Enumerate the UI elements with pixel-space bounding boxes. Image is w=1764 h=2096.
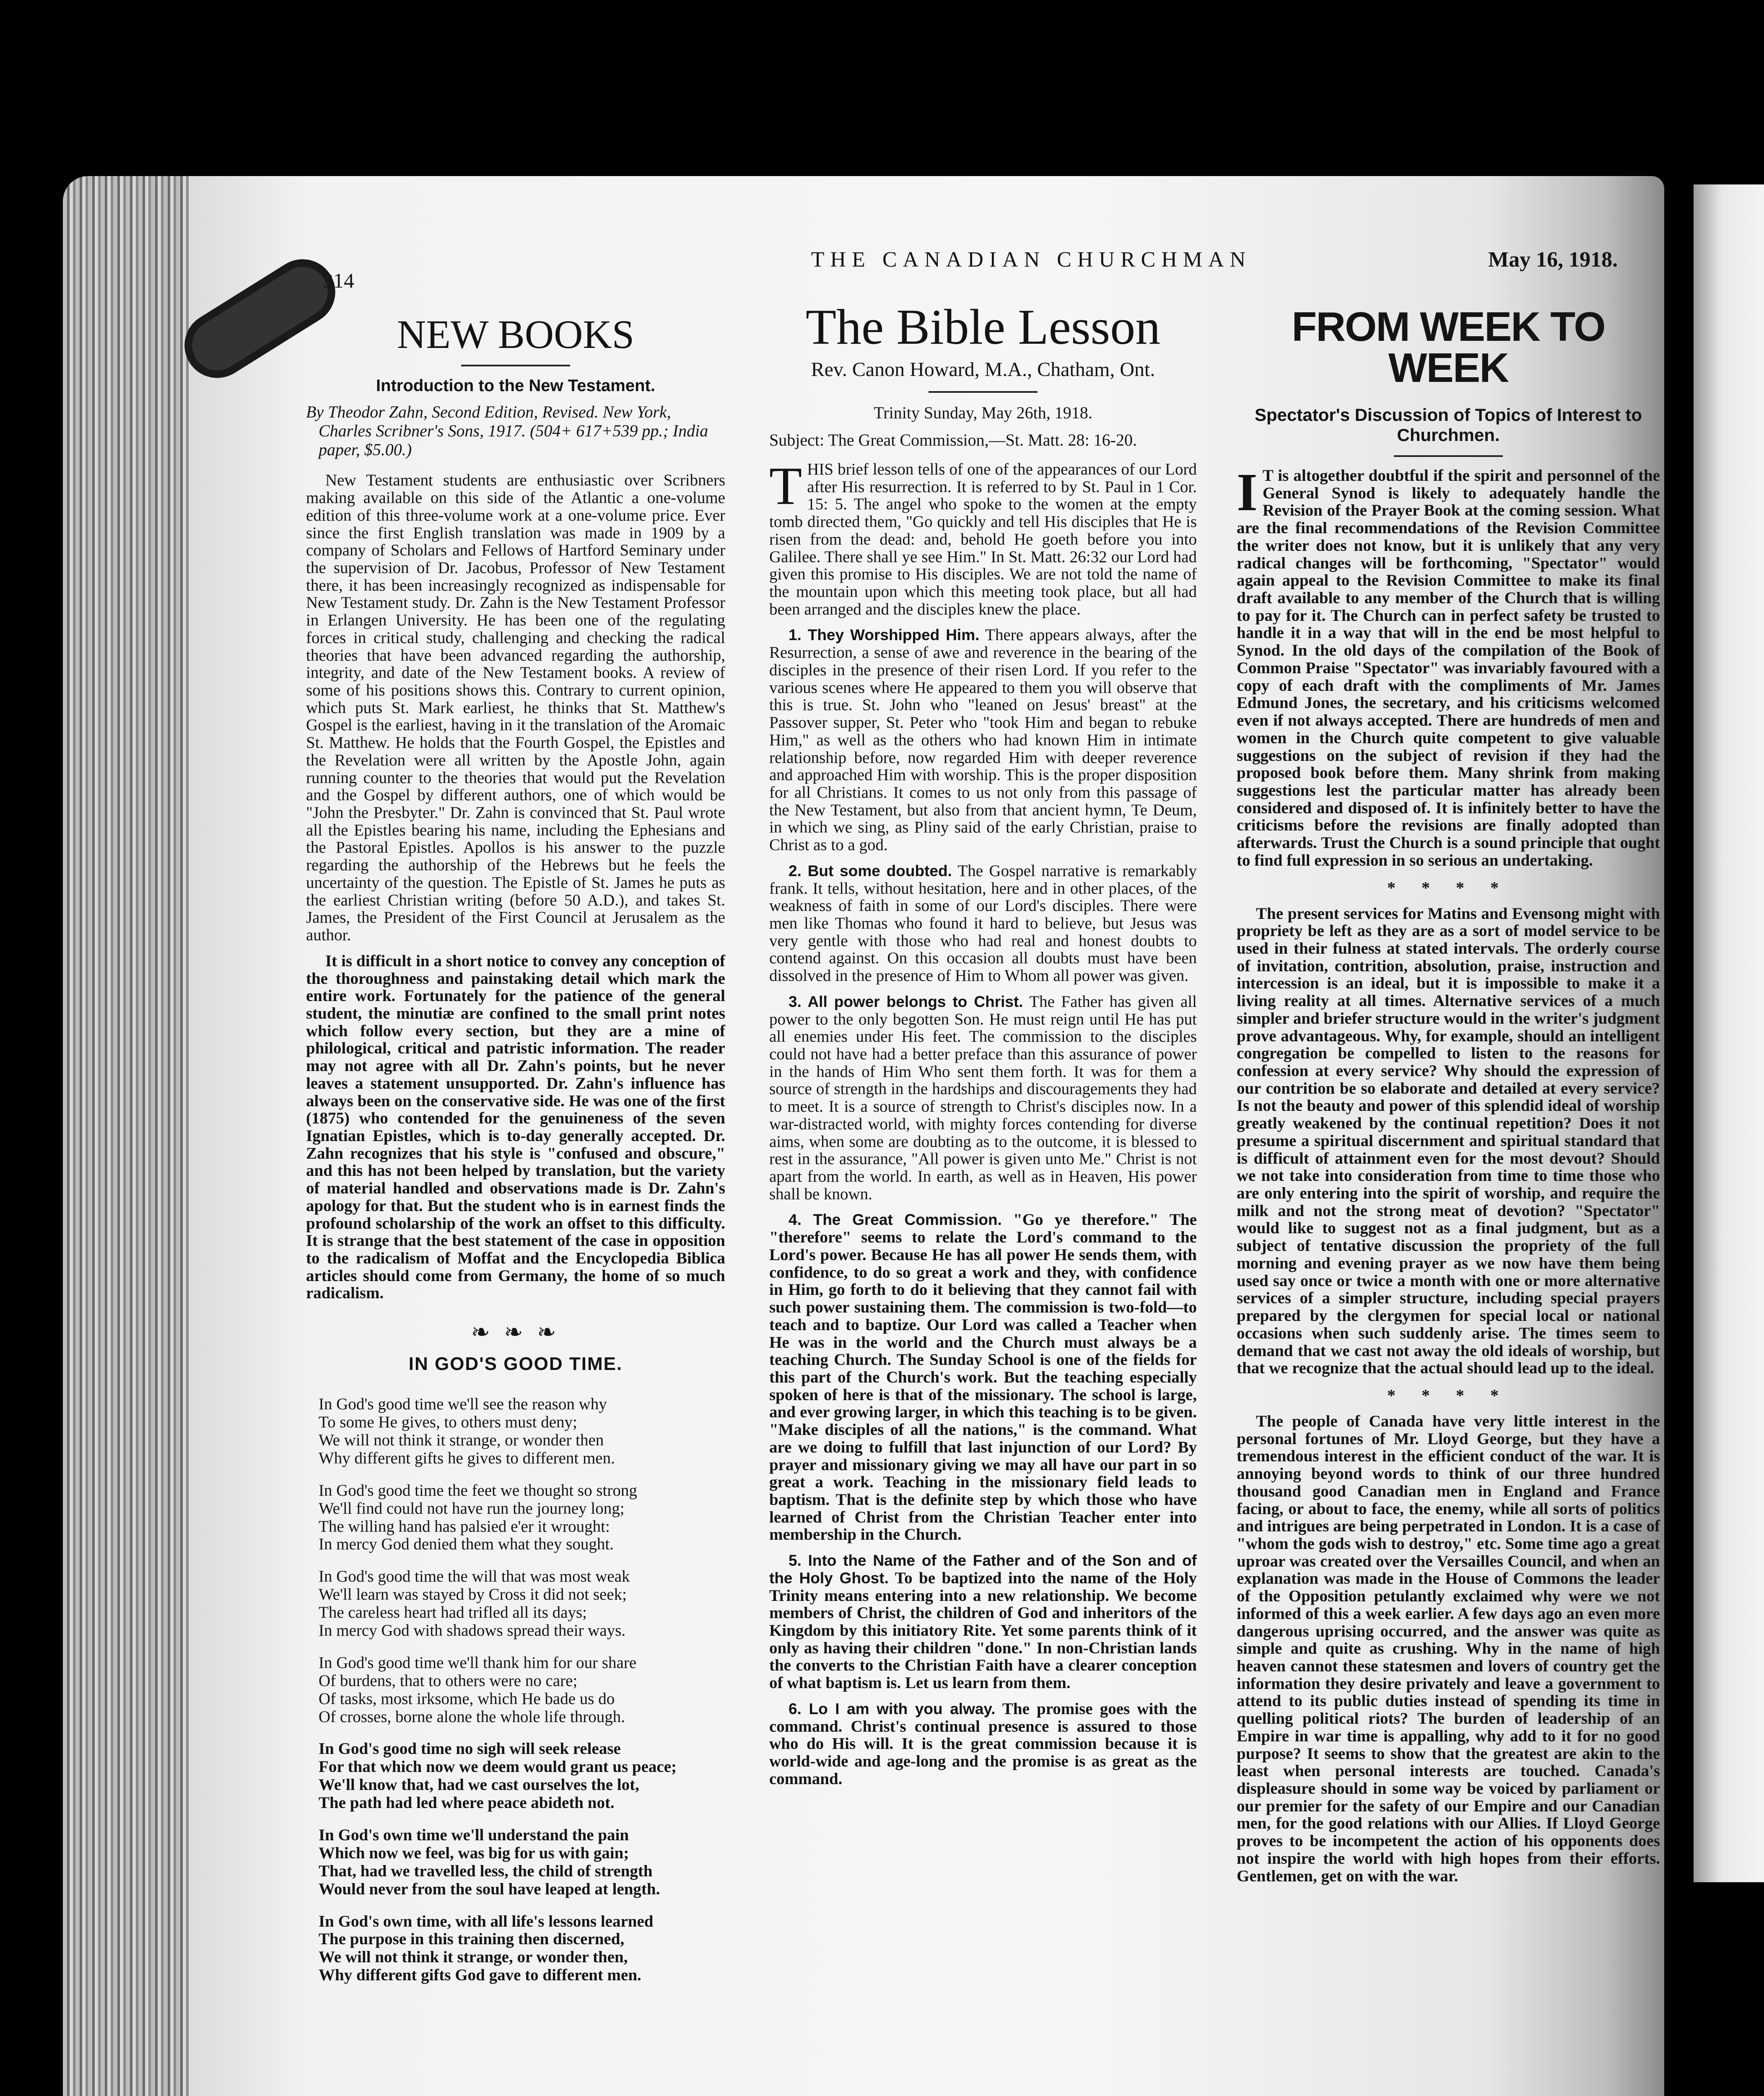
lesson-section-text: The promise goes with the command. Christ's continual presence is assured to those who do His will. It is the great commission because it is world-wide and age-long and the promise is as great as the command.: [769, 1699, 1197, 1788]
review-paragraph: It is difficult in a short notice to convey any conception of the thoroughness and painstaking detail which mark the entire work. Fortunately for the patience of the general student, the minutiæ are confined to the small print notes which follow every section, but they are a mine of philological, critical and patristic information. The reader may not agree with all Dr. Zahn's points, but he never leaves a statement unsupported. Dr. Zahn's influence has always been on the conservative side. He was one of the first (1875) who contended for the genuineness of the seven Ignatian Epistles, which is to-day generally accepted. Dr. Zahn recognizes that his style is "confused and obscure," and this has not been helped by translation, but the variety of material handled and observations made is Dr. Zahn's apology for that. But the student who is in earnest finds the profound scholarship of the work an offset to this difficulty. It is strange that the best statement of the case in opposition to the radicalism of Moffat and the Encyclopedia Biblica articles should come from Germany, the home of so much radicalism.: [306, 952, 725, 1302]
poem-stanza: [319, 1396, 725, 1468]
poem-stanza: [319, 1913, 725, 1985]
lesson-intro: THIS brief lesson tells of one of the appearances of our Lord after His resurrection. It is referred to by St. Paul in 1 Cor. 15: 5. The angel who spoke to the women at the empty tomb directed them, "Go quickly and tell His disciples that He is risen from the dead: and, behold He goeth before you into Galilee. There shall ye see Him." In St. Matt. 26:32 our Lord had given this promise to His disciples. We are not told the name of the mountain upon which this meeting took place, but all had been arranged and the disciples knew the place.: [769, 456, 1197, 618]
week-to-week-column: [1237, 302, 1660, 1893]
divider: [929, 391, 1038, 393]
lesson-section: [769, 626, 1197, 853]
lesson-section-heading: 3. All power belongs to Christ.: [789, 993, 1023, 1010]
review-title: Introduction to the New Testament.: [376, 376, 655, 395]
week-to-week-title: FROM WEEK TO WEEK: [1292, 304, 1605, 391]
poem-line: In God's good time we'll thank him for our share: [319, 1653, 637, 1672]
divider: [461, 365, 570, 366]
poem-line: We'll learn was stayed by Cross it did not seek;: [319, 1585, 627, 1604]
poem-line: In God's good time the feet we thought so strong: [319, 1481, 637, 1499]
section-stars: * * * *: [1387, 878, 1510, 897]
drop-cap: T: [769, 456, 802, 516]
lesson-section-text: The Father has given all power to the only begotten Son. He must reign until He has put all enemies under His feet. The commission to the disciples could not have had a better preface than this assurance of power in the hands of Him Who sent them forth. It was for them a source of strength in the hardships and discouragements they had to meet. It is a source of strength to Christ's disciples now. In a war-distracted world, with mighty forces contending for diverse aims, when some are doubting as to the outcome, it is blessed to rest in the assurance, "All power is given unto Me." Christ is not apart from the world. In earth, as well as in Heaven, His power shall be known.: [769, 992, 1197, 1203]
poem-line: In God's good time we'll see the reason why: [319, 1395, 607, 1414]
review-paragraph: New Testament students are enthusiastic over Scribners making available on this side of the Atlantic a one-volume edition of this three-volume work at a one-volume price. Ever since the first English translation was made in 1909 by a company of Scholars and Fellows of Hartford Seminary under the supervision of Dr. Jacobus, Professor of New Testament there, it has been increasingly recognized as indispensable for New Testament study. Dr. Zahn is the New Testament Professor in Erlangen University. He has been one of the regulating forces in critical study, challenging and checking the radical theories that have been advanced regarding the authorship, integrity, and date of the New Testament books. A review of some of his positions shows this. Contrary to current opinion, which puts St. Mark earliest, he thinks that St. Matthew's Gospel is the earliest, having in it the translation of the Aromaic St. Matthew. He holds that the Fourth Gospel, the Epistles and the Revelation were all written by the Apostle John, again running counter to the theories that would put the Revelation and the Gospel by different authors, one of which would be "John the Presbyter." Dr. Zahn is convinced that St. Paul wrote all the Epistles bearing his name, including the Ephesians and the Pastoral Epistles. Apollos is his answer to the puzzle regarding the authorship of the Hebrews but he feels the uncertainty of the question. The Epistle of St. James he puts as the earliest Christian writing (before 50 A.D.), and takes St. James, the President of the First Council at Jerusalem as the author.: [306, 471, 725, 944]
lesson-section-heading: 5. Into the Name of the Father and of the Son and of the Holy Ghost.: [769, 1552, 1197, 1587]
poem-line: The purpose in this training then discerned,: [319, 1930, 625, 1948]
lesson-subject: Subject: The Great Commission,—St. Matt. 28: 16-20.: [769, 431, 1137, 449]
week-paragraph: The present services for Matins and Evensong might with propriety be left as they are as a sort of model service to be used in their fulness at stated intervals. The orderly course of invitation, contrition, absolution, praise, instruction and intercession is an ideal, but it is impossible to make it a living reality at all times. Alternative services of a much simpler and briefer structure would in the writer's judgment prove advantageous. Why, for example, should an intelligent congregation be compelled to listen to the reasons for confession at every service? Why should the expression of our contrition be so elaborate and detailed at every service? Is not the beauty and power of this splendid ideal of worship greatly weakened by the continual repetition? Does it not presume a spiritual discernment and spiritual standard that is difficult of attainment even for the most devout? Should we not take into consideration from time to time those who are only entering into the spirit of worship, and require the milk and not the strong meat of devotion? "Spectator" would like to suggest not as a final judgment, but as a subject of tentative discussion the propriety of the full morning and evening prayer as we now have them being used say once or twice a month with one or more alternative services of a simpler structure, including special prayers prepared by the clergymen for special local or national occasions when such suddenly arise. The times seem to demand that we cast not away the old ideals of worship, but that we recognize that the actual should lead up to the ideal.: [1237, 904, 1660, 1377]
new-books-column: [306, 302, 725, 1999]
lesson-section-text: "Go ye therefore." The "therefore" seems to relate the Lord's command to the Lord's power. Because He has all power He sends them, with confidence, to do so great a work and they, with confidence in Him, go forth to do it believing that they cannot fail with such power sustaining them. The commission is two-fold—to teach and to baptize. Our Lord was called a Teacher when He was in the world and the Church must always be a teaching Church. The Sunday School is one of the fields for this part of the Church's work. But the teaching especially spoken of here is that of the missionary. The school is large, and ever growing larger, in which this teaching is to be given. "Make disciples of all the nations," is the command. What are we doing to fulfill that last injunction of our Lord? By prayer and missionary giving we may all have our part in so great a work. Teaching in the missionary field leads to baptism. That is the definite step by which those who have learned of Christ from the Christian Teacher enter into membership in the Church.: [769, 1211, 1197, 1544]
bible-lesson-title: The Bible Lesson: [805, 299, 1161, 355]
poem-line: In God's own time, with all life's lessons learned: [319, 1912, 654, 1930]
poem-line: In mercy God denied them what they sought.: [319, 1535, 614, 1554]
facing-page-edge: [1694, 184, 1764, 1882]
poem-line: The willing hand has palsied e'er it wrought:: [319, 1517, 610, 1536]
lesson-section-heading: 2. But some doubted.: [789, 862, 952, 879]
lesson-author: Rev. Canon Howard, M.A., Chatham, Ont.: [811, 358, 1155, 381]
divider: [1394, 455, 1503, 457]
drop-cap: I: [1237, 462, 1258, 522]
running-head: THE CANADIAN CHURCHMAN: [811, 248, 1252, 272]
poem-stanza: [319, 1568, 725, 1640]
poem-stanza: [319, 1826, 725, 1899]
poem-stanza: [319, 1740, 725, 1812]
poem-line: We'll find could not have run the journey long;: [319, 1499, 625, 1518]
bible-lesson-column: [769, 299, 1197, 1796]
poem-line: In God's own time we'll understand the pain: [319, 1826, 629, 1844]
lesson-section: [769, 862, 1197, 985]
poem-stanza: [319, 1654, 725, 1726]
poem-line: That, had we travelled less, the child of strength: [319, 1862, 653, 1880]
page-number: 314: [323, 269, 354, 292]
poem-line: We will not think it strange, or wonder then: [319, 1431, 604, 1449]
lesson-date: Trinity Sunday, May 26th, 1918.: [874, 403, 1092, 422]
poem-line: In mercy God with shadows spread their ways.: [319, 1621, 626, 1639]
poem-line: Why different gifts he gives to different men.: [319, 1449, 615, 1467]
ornament: ❧ ❧ ❧: [471, 1320, 560, 1345]
lesson-section: [769, 1700, 1197, 1788]
section-stars: * * * *: [1387, 1385, 1510, 1405]
lesson-section-text: The Gospel narrative is remarkably frank. It tells, without hesitation, here and in other places, of the weakness of faith in some of our Lord's disciples. There were men like Thomas who found it hard to believe, but Jesus was very gentle with those who had real and honest doubts to contend against. On this occasion all doubts must have been dissolved in the presence of Him to Whom all power was given.: [769, 861, 1197, 985]
week-intro: I T is altogether doubtful if the spirit and personnel of the General Synod is likely to adequately handle the Revision of the Prayer Book at the coming session. What are the final recommendations of the Revision Committee the writer does not know, but it is unlikely that any very radical changes will be forthcoming, "Spectator" would again appeal to the Revision Committee to make its final draft available to any member of the Church that is willing to pay for it. The Church can in perfect safety be trusted to handle it in a way that will in the end be most helpful to Synod. In the old days of the compilation of the Book of Common Praise "Spectator" was invariably favoured with a copy of each draft with the compliments of Mr. James Edmund Jones, the secretary, and his criticisms welcomed even if not always accepted. There are hundreds of men and women in the Church quite competent to give valuable suggestions on the subject of revision if they had the proposed book before them. Many shrink from making suggestions lest the particular matter has already been considered and disposed of. It is infinitely better to have the criticisms before the revisions are finally adopted than afterwards. Trust the Church is a sound principle that ought to find full expression in so serious an undertaking.: [1237, 462, 1660, 869]
new-books-title: NEW BOOKS: [397, 312, 635, 357]
lesson-section-heading: 4. The Great Commission.: [789, 1211, 1002, 1229]
poem-title: IN GOD'S GOOD TIME.: [408, 1354, 623, 1375]
issue-date: May 16, 1918.: [1488, 248, 1618, 272]
poem-stanza: [319, 1482, 725, 1554]
poem-line: Of tasks, most irksome, which He bade us do: [319, 1689, 615, 1708]
poem-line: In God's good time the will that was most weak: [319, 1567, 630, 1586]
lesson-section: [769, 993, 1197, 1203]
week-paragraph: The people of Canada have very little interest in the personal fortunes of Mr. Lloyd George, but they have a tremendous interest in the efficient conduct of the war. It is annoying beyond words to think of our three hundred thousand good Canadian men in England and France facing, or about to face, the enemy, while all sorts of politics and intrigues are being perpetrated in London. It is a case of "whom the gods wish to destroy," etc. Some time ago a great uproar was created over the Versailles Council, and when an explanation was made in the House of Commons the leader of the Opposition petulantly exclaimed why were we not informed of this a week earlier. A few days ago an even more dangerous uprising occurred, and the answer was quite as simple and quite as crushing. Why in the name of high heaven cannot these statesmen and lovers of country get the information they desire privately and leave a government to attend to its public duties instead of spending its time in quelling political riots? The burden of leadership of an Empire in war time is appalling, why add to it for no good purpose? It seems to show that the greatest are akin to the least when personal interests are touched. Canada's displeasure should in some way be voiced by parliament or our premier for the safety of our Empire and our Canadian men, for the good relations with our Allies. If Lloyd George proves to be incompetent the action of his opponents does not inspire the world with high hopes from their efforts. Gentlemen, get on with the war.: [1237, 1412, 1660, 1885]
lesson-section-text: There appears always, after the Resurrection, a sense of awe and reverence in the bearing of the disciples in the presence of their risen Lord. If you refer to the various scenes where He appeared to them you will observe that this is true. St. John who "leaned on Jesus' breast" at the Passover supper, St. Peter who "took Him and began to rebuke Him," as well as the others who had known Him in intimate relationship before, now regarded Him with deeper reverence and approached Him with worship. This is the proper disposition for all Christians. It comes to us not only from this passage of the New Testament, but also from that ancient hymn, Te Deum, in which we sing, as Pliny said of the early Christian, praise to Christ as to a god.: [769, 626, 1197, 854]
poem-line: In God's good time no sigh will seek release: [319, 1740, 621, 1758]
book-page-edges: [63, 176, 201, 2096]
poem-line: Would never from the soul have leaped at length.: [319, 1880, 660, 1898]
poem-line: For that which now we deem would grant us peace;: [319, 1758, 677, 1776]
poem-line: Why different gifts God gave to different men.: [319, 1966, 641, 1984]
poem-line: The careless heart had trifled all its days;: [319, 1603, 587, 1622]
poem-line: To some He gives, to others must deny;: [319, 1413, 577, 1432]
lesson-section: [769, 1552, 1197, 1692]
poem-line: Which now we feel, was big for us with gain;: [319, 1844, 629, 1862]
lesson-section: [769, 1211, 1197, 1543]
lesson-section-heading: 1. They Worshipped Him.: [789, 626, 980, 644]
poem-line: We'll know that, had we cast ourselves the lot,: [319, 1776, 639, 1794]
poem-line: Of crosses, borne alone the whole life through.: [319, 1707, 625, 1726]
poem-line: We will not think it strange, or wonder then,: [319, 1948, 628, 1966]
poem-line: Of burdens, that to others were no care;: [319, 1671, 578, 1690]
lesson-section-text: To be baptized into the name of the Holy Trinity means entering into a new relationship. We become members of Christ, the children of God and inheritors of the Kingdom by this initiatory Rite. Yet some parents think of it only as having their children "done." In non-Christian lands the converts to the Christian Faith have a clearer conception of what baptism is. Let us learn from them.: [769, 1569, 1197, 1692]
poem-line: The path had led where peace abideth not.: [319, 1794, 615, 1812]
column-subtitle: Spectator's Discussion of Topics of Interest to Churchmen.: [1254, 405, 1642, 445]
lesson-sections: [769, 626, 1197, 1787]
lesson-section-heading: 6. Lo I am with you alway.: [789, 1700, 996, 1717]
poem-body: [306, 1396, 725, 1984]
book-citation: By Theodor Zahn, Second Edition, Revised. New York, Charles Scribner's Sons, 1917. (504+ 617+539 pp.; India paper, $5.00.): [306, 402, 708, 459]
